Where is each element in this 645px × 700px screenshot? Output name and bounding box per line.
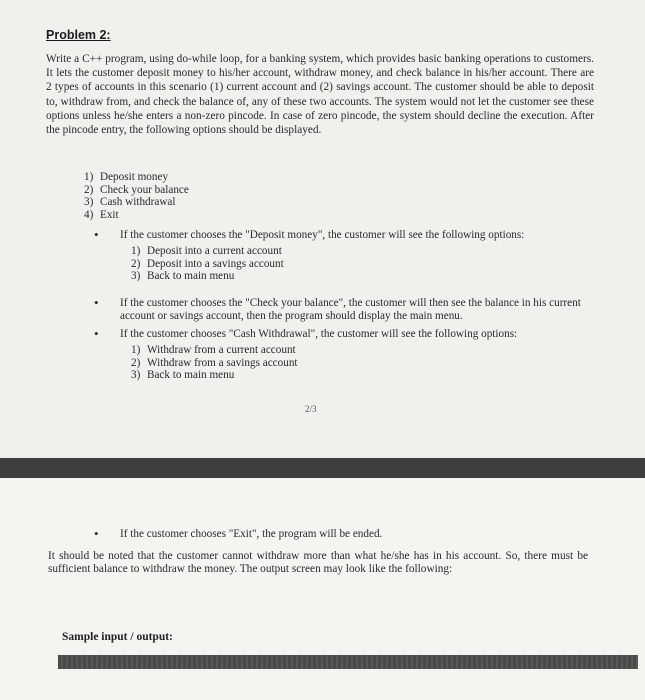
intro-paragraph: Write a C++ program, using do-while loop, for a banking system, which provides basic banking operations to customers. It lets the customer deposit money to his/her account, withdraw money, and check balance in his/her account. There are 2 types of accounts in this scenario (1) current account and (2) savings account. The customer should be able to deposit to, withdraw from, and check the balance of, any of these two accounts. The system would not let the customer see these options unless he/she enters a non-zero pincode. In case of zero pincode, the system should decline the execution. After the pincode entry, the following options should be displayed. xyxy=(46,53,594,137)
main-options-list xyxy=(84,171,189,221)
list-text: Back to main menu xyxy=(147,369,235,382)
problem-heading: Problem 2: xyxy=(46,28,111,42)
list-number: 1) xyxy=(131,344,141,356)
list-number: 2) xyxy=(131,257,141,270)
list-item xyxy=(131,344,298,357)
deposit-options-list xyxy=(131,245,284,283)
list-number: 3) xyxy=(131,369,141,382)
page-divider xyxy=(0,458,645,478)
list-item xyxy=(84,171,189,184)
list-number: 1) xyxy=(131,245,141,257)
bullet-exit xyxy=(94,528,594,541)
bullet-balance xyxy=(94,297,594,323)
list-text: Cash withdrawal xyxy=(100,196,176,209)
list-text: Deposit into a savings account xyxy=(147,257,284,270)
list-item xyxy=(131,258,284,271)
list-text: Deposit into a current account xyxy=(147,245,282,257)
list-item xyxy=(131,270,284,283)
list-item xyxy=(131,369,298,382)
sample-io-label: Sample input / output: xyxy=(62,631,173,643)
list-text: Withdraw from a current account xyxy=(147,344,296,356)
list-number: 2) xyxy=(131,356,141,369)
list-item xyxy=(84,184,189,197)
bullet-deposit xyxy=(94,229,594,242)
bullet-icon: • xyxy=(94,326,99,341)
list-text: Check your balance xyxy=(100,183,189,196)
bullet-icon: • xyxy=(94,227,99,242)
bullet-icon: • xyxy=(94,295,99,310)
bullet-withdraw xyxy=(94,328,594,341)
bullet-text: If the customer chooses the "Deposit money", the customer will see the following options: xyxy=(120,229,525,241)
list-item xyxy=(131,245,284,258)
bullet-icon: • xyxy=(94,526,99,541)
bullet-text: If the customer chooses the "Check your balance", the customer will then see the balance in his current account or savings account, then the program should display the main menu. xyxy=(120,297,581,322)
list-number: 3) xyxy=(84,196,94,209)
list-item xyxy=(84,196,189,209)
list-item xyxy=(84,209,189,222)
withdraw-options-list xyxy=(131,344,298,382)
list-number: 1) xyxy=(84,171,94,183)
list-number: 2) xyxy=(84,183,94,196)
sample-output-bar xyxy=(58,655,638,669)
outro-paragraph: It should be noted that the customer cannot withdraw more than what he/she has in his account. So, there must be sufficient balance to withdraw the money. The output screen may look like the following: xyxy=(48,550,588,576)
list-text: Back to main menu xyxy=(147,270,235,283)
list-item xyxy=(131,357,298,370)
list-text: Exit xyxy=(100,208,119,221)
list-number: 4) xyxy=(84,208,94,221)
bullet-text: If the customer chooses "Cash Withdrawal", the customer will see the following options: xyxy=(120,328,518,340)
page-number: 2/3 xyxy=(305,404,317,414)
list-text: Deposit money xyxy=(100,171,169,183)
list-number: 3) xyxy=(131,270,141,283)
bullet-text: If the customer chooses "Exit", the program will be ended. xyxy=(120,528,383,540)
list-text: Withdraw from a savings account xyxy=(147,356,298,369)
